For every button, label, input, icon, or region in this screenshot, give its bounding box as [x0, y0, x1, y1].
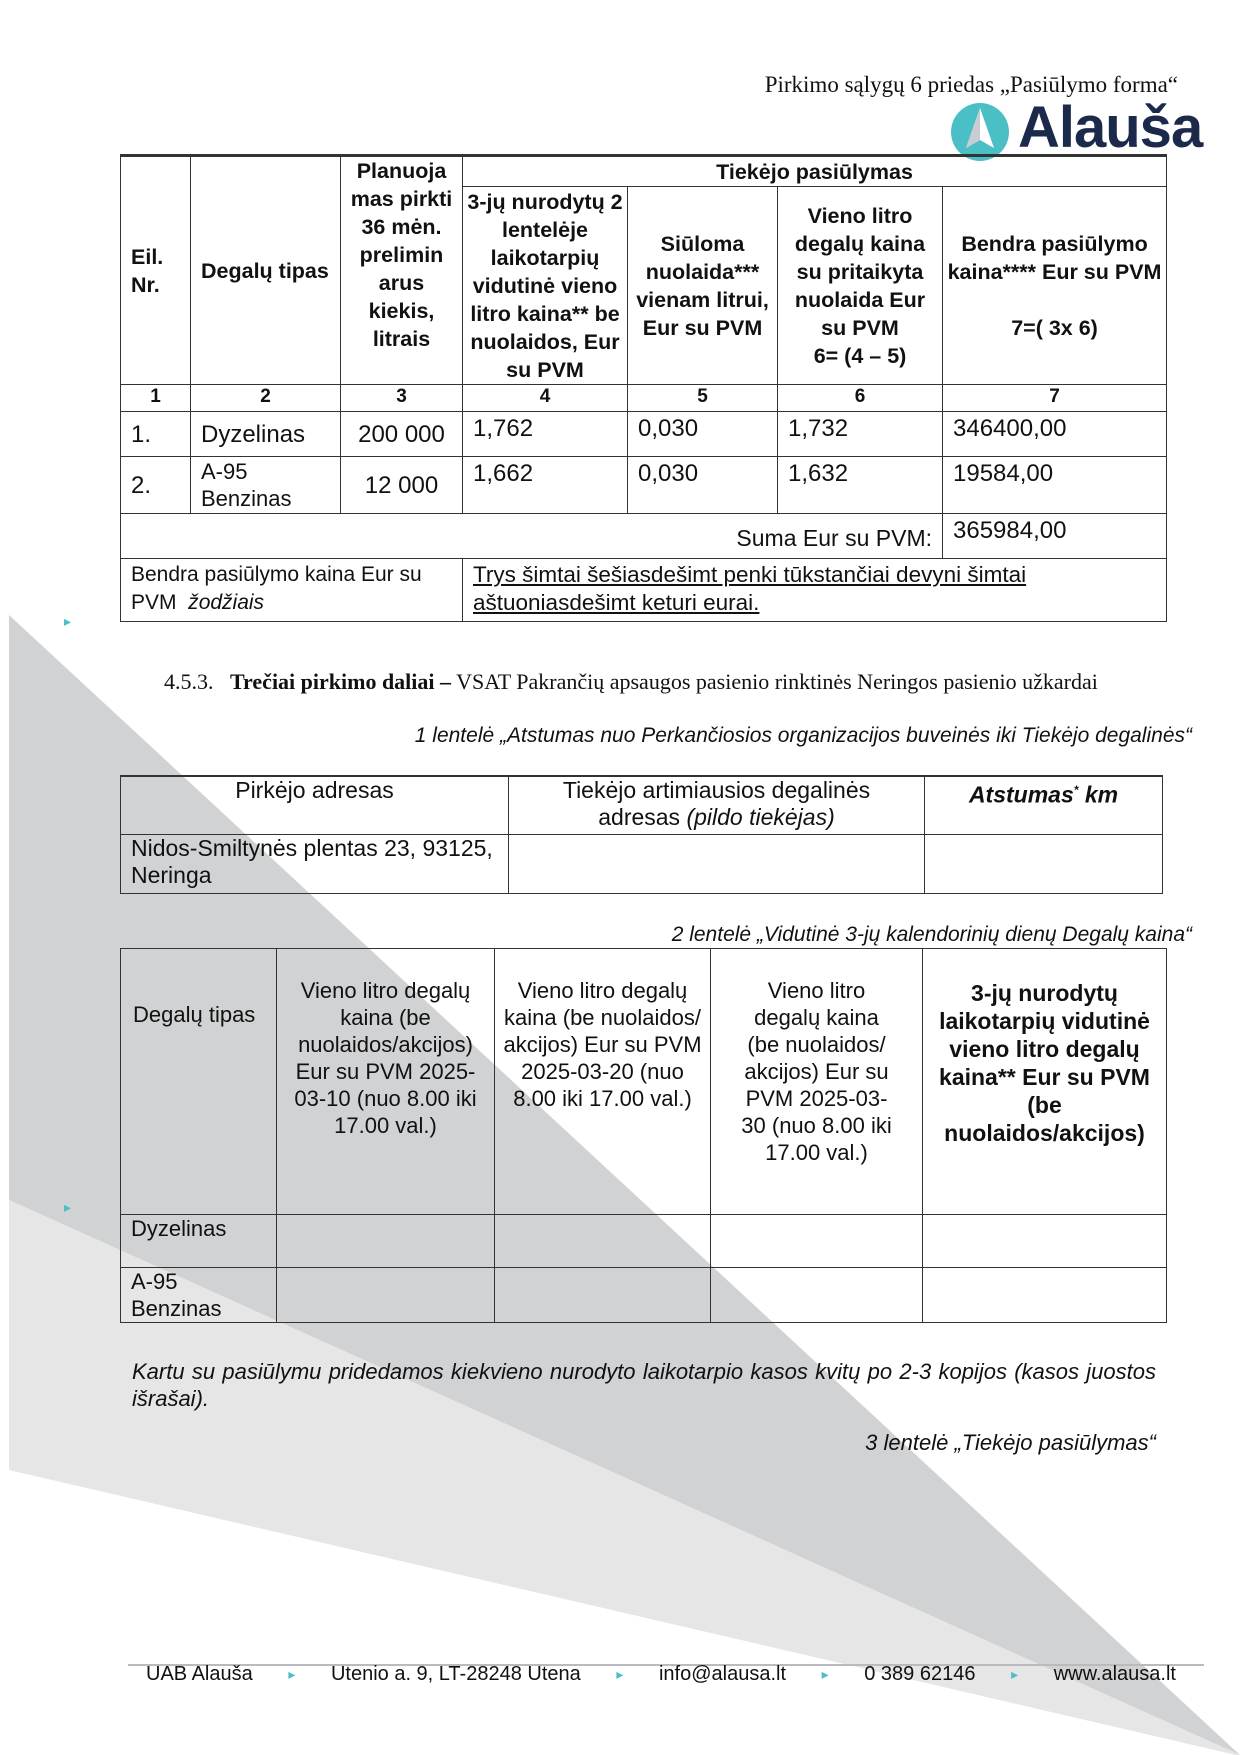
- col-number: 4: [463, 385, 628, 412]
- header-price-date-3: Vieno litro degalų kaina (be nuolaidos/ akcijos) Eur su PVM 2025-03-30 (nuo 8.00 iki 17.00 val.): [711, 949, 923, 1215]
- footer-separator-icon: ▸: [821, 1666, 829, 1682]
- row-nr: 2.: [121, 457, 191, 514]
- col-number: 7: [943, 385, 1167, 412]
- header-price-date-2: Vieno litro degalų kaina (be nuolaidos/ akcijos) Eur su PVM 2025-03-20 (nuo 8.00 iki 17.00 val.): [495, 949, 711, 1215]
- col-number: 3: [341, 385, 463, 412]
- row-type: A-95 Benzinas: [191, 457, 341, 514]
- price-cell[interactable]: [711, 1215, 923, 1268]
- supplier-address-field[interactable]: [509, 834, 925, 893]
- section-heading: 4.5.3. Trečiai pirkimo daliai – VSAT Pakrančių apsaugos pasienio rinktinės Neringos pasienio užkardai: [164, 669, 1098, 694]
- sum-value: 365984,00: [943, 514, 1167, 559]
- avg-cell[interactable]: [923, 1268, 1167, 1323]
- footer-website[interactable]: www.alausa.lt: [1053, 1663, 1176, 1685]
- header-total: Bendra pasiūlymo kaina**** Eur su PVM 7=( 3x 6): [943, 187, 1167, 385]
- header-planned: Planuoja mas pirkti 36 mėn. prelimin arus kiekis, litrais: [341, 156, 463, 385]
- row-total: 346400,00: [943, 412, 1167, 457]
- footer-address: Utenio a. 9, LT-28248 Utena: [330, 1663, 581, 1685]
- footer-separator-icon: ▸: [616, 1666, 624, 1682]
- table-row: [121, 412, 1167, 457]
- table3-offer-caption: 3 lentelė „Tiekėjo pasiūlymas“: [865, 1430, 1156, 1455]
- words-value: Trys šimtai šešiasdešimt penki tūkstančiai devyni šimtai aštuoniasdešimt keturi eurai.: [463, 559, 1167, 622]
- price-cell[interactable]: [277, 1268, 495, 1323]
- row-qty: 12 000: [341, 457, 463, 514]
- row-avg: 1,662: [463, 457, 628, 514]
- col-number: 6: [778, 385, 943, 412]
- receipt-note: Kartu su pasiūlymu pridedamos kiekvieno nurodyto laikotarpio kasos kvitų po 2-3 kopijos (kasos juostos išrašai).: [132, 1359, 1156, 1411]
- row-qty: 200 000: [341, 412, 463, 457]
- bullet-arrow-icon: ▸: [64, 613, 72, 629]
- buyer-address: Nidos-Smiltynės plentas 23, 93125, Neringa: [121, 834, 509, 893]
- offer-table: [120, 154, 1167, 622]
- price-cell[interactable]: [277, 1215, 495, 1268]
- price-cell[interactable]: [711, 1268, 923, 1323]
- footer-email[interactable]: info@alausa.lt: [658, 1663, 787, 1685]
- table-row: [121, 1215, 1167, 1268]
- price-cell[interactable]: [495, 1215, 711, 1268]
- header-supplier-offer: Tiekėjo pasiūlymas: [463, 156, 1167, 187]
- footer-separator-icon: ▸: [1011, 1666, 1019, 1682]
- header-price-date-1: Vieno litro degalų kaina (be nuolaidos/akcijos) Eur su PVM 2025-03-10 (nuo 8.00 iki 17.00 val.): [277, 949, 495, 1215]
- header-price-after: Vieno litro degalų kaina su pritaikyta nuolaida Eur su PVM 6= (4 – 5): [778, 187, 943, 385]
- header-buyer-address: Pirkėjo adresas: [121, 776, 509, 834]
- logo-text: Alauša: [1018, 95, 1203, 160]
- col-number: 5: [628, 385, 778, 412]
- row-price: 1,632: [778, 457, 943, 514]
- sum-label: Suma Eur su PVM:: [121, 514, 943, 559]
- row-price: 1,732: [778, 412, 943, 457]
- fuel-type: Dyzelinas: [121, 1215, 277, 1268]
- row-total: 19584,00: [943, 457, 1167, 514]
- table3-caption: 2 lentelė „Vidutinė 3-jų kalendorinių dienų Degalų kaina“: [671, 923, 1192, 946]
- table-row: [121, 457, 1167, 514]
- alausa-logo: [948, 95, 1203, 162]
- footer-company: UAB Alauša: [146, 1663, 253, 1685]
- header-type: Degalų tipas: [191, 156, 341, 385]
- header-fuel-type: Degalų tipas: [121, 949, 277, 1215]
- distance-table: [120, 775, 1163, 894]
- annex-title: Pirkimo sąlygų 6 priedas „Pasiūlymo forma“: [764, 72, 1178, 97]
- col-number: 2: [191, 385, 341, 412]
- header-discount: Siūloma nuolaida*** vienam litrui, Eur su PVM: [628, 187, 778, 385]
- table2-caption: 1 lentelė „Atstumas nuo Perkančiosios organizacijos buveinės iki Tiekėjo degalinės“: [414, 724, 1192, 747]
- logo-arrow-icon: [948, 100, 1018, 162]
- avg-cell[interactable]: [923, 1215, 1167, 1268]
- fuel-type: A-95 Benzinas: [121, 1268, 277, 1323]
- table-row: [121, 1268, 1167, 1323]
- avg-price-table: [120, 948, 1167, 1323]
- header-avg-price: 3-jų nurodytų laikotarpių vidutinė vieno litro degalų kaina** Eur su PVM (be nuolaidos/akcijos): [923, 949, 1167, 1215]
- distance-field[interactable]: [925, 834, 1163, 893]
- price-cell[interactable]: [495, 1268, 711, 1323]
- header-supplier-address: Tiekėjo artimiausios degalinės adresas (pildo tiekėjas): [509, 776, 925, 834]
- row-discount: 0,030: [628, 412, 778, 457]
- row-discount: 0,030: [628, 457, 778, 514]
- header-avg-price: 3-jų nurodytų 2 lentelėje laikotarpių vidutinė vieno litro kaina** be nuolaidos, Eur su PVM: [463, 187, 628, 385]
- footer-separator-icon: ▸: [288, 1666, 296, 1682]
- header-nr: Eil. Nr.: [121, 156, 191, 385]
- words-label: Bendra pasiūlymo kaina Eur su PVM žodžiais: [121, 559, 463, 622]
- row-nr: 1.: [121, 412, 191, 457]
- footer: [146, 1663, 1176, 1686]
- header-distance: Atstumas* km: [925, 776, 1163, 834]
- col-number: 1: [121, 385, 191, 412]
- footer-phone: 0 389 62146: [864, 1663, 976, 1685]
- bullet-arrow-icon: ▸: [64, 1199, 72, 1215]
- row-avg: 1,762: [463, 412, 628, 457]
- row-type: Dyzelinas: [191, 412, 341, 457]
